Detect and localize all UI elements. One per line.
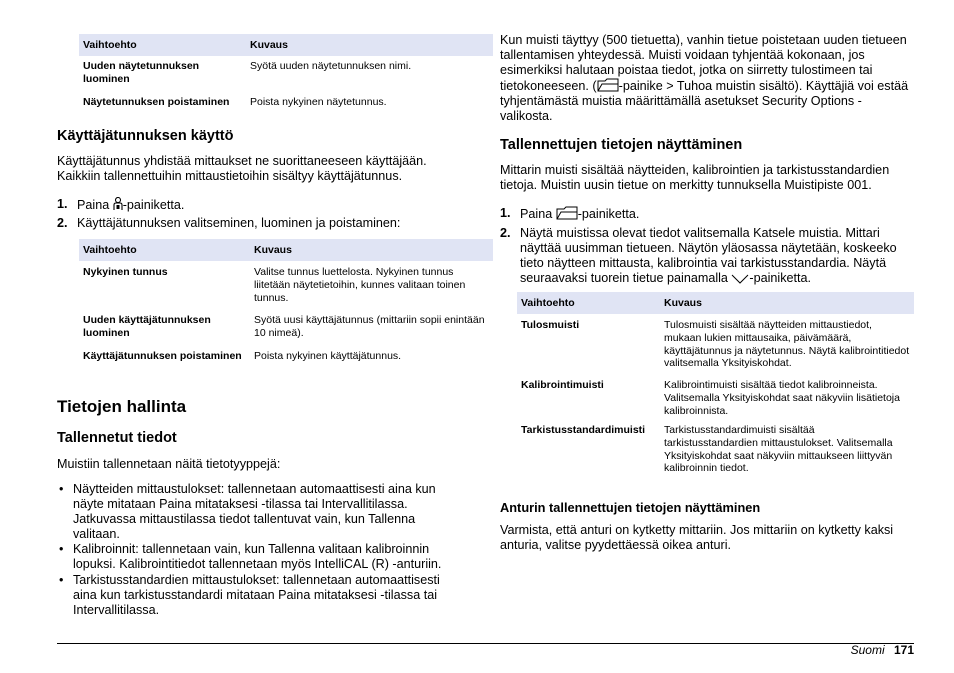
table-row: [517, 420, 914, 475]
paragraph-text-pre: tietokoneeseen. (: [500, 79, 597, 93]
table-row: [79, 90, 493, 109]
bullet-icon: •: [59, 573, 64, 587]
step-text-post: -painiketta.: [749, 271, 812, 285]
data-folder-icon: [556, 206, 578, 220]
memory-options-table: [517, 292, 914, 475]
user-id-intro: Käyttäjätunnus yhdistää mittaukset ne suorittaneeseen käyttäjään. Kaikkiin tallennettuihin mittaustietoihin sisältyy käyttäjätunnus.: [57, 154, 427, 183]
option-cell: Nykyinen tunnus: [83, 266, 168, 278]
table-header: Vaihtoehto: [79, 239, 250, 261]
list-item-text: Näytteiden mittaustulokset: tallennetaan automaattisesti aina kun näyte mitataan Paina mitataksesi -tilassa tai Intervallitilassa. Jatkuvassa mittaustilassa tiedot tallentuvat vain, kun Tallenna valitaan.: [73, 482, 436, 541]
section-heading-view-data: Tallennettujen tietojen näyttäminen: [500, 137, 743, 153]
table-header: Kuvaus: [246, 34, 493, 56]
table-header-row: [79, 239, 493, 261]
footer-divider: [57, 643, 914, 644]
bullet-icon: •: [59, 542, 64, 556]
page-number: 171: [893, 643, 914, 657]
sample-id-options-table: [79, 34, 493, 109]
option-cell: Uuden käyttäjätunnuksen luominen: [83, 314, 211, 339]
step-text: [520, 206, 639, 222]
option-cell: Kalibrointimuisti: [521, 379, 604, 391]
table-header: Vaihtoehto: [517, 292, 660, 314]
memory-full-paragraph: Kun muisti täyttyy (500 tietuetta), vanhin tietue poistetaan uuden tietueen tallentamisen yhteydessä. Muisti voidaan tyhjentää kokonaan, jos esimerkiksi halutaan poistaa tiedot, jotka on siirretty tulostimeen tai: [500, 33, 907, 77]
option-cell: Näytetunnuksen poistaminen: [83, 96, 230, 108]
step-text: Käyttäjätunnuksen valitseminen, luominen ja poistaminen:: [77, 216, 401, 230]
option-cell: Käyttäjätunnuksen poistaminen: [83, 350, 242, 362]
table-row: [517, 314, 914, 375]
table-row: [79, 310, 493, 346]
table-row: [517, 375, 914, 420]
section-heading-user-id: Käyttäjätunnuksen käyttö: [57, 128, 234, 144]
step-text-pre: Paina: [520, 207, 556, 221]
option-cell: Tarkistusstandardimuisti: [521, 424, 646, 436]
step-text-post: -painiketta.: [122, 198, 185, 212]
description-cell: Tulosmuisti sisältää näytteiden mittaustiedot, mukaan lukien mittausaika, päivämäärä, käyttäjätunnus ja näytetunnus. Näytä kalibrointitiedot valitsemalla Yksityiskohdat.: [664, 319, 910, 370]
description-cell: Syötä uuden näytetunnuksen nimi.: [250, 60, 412, 72]
user-id-options-table: [79, 239, 493, 363]
view-data-intro: Mittarin muisti sisältää näytteiden, kalibrointien ja tarkistusstandardien tietoja. Muistin uusin tietue on merkitty tunnuksella Muistipiste 001.: [500, 163, 890, 192]
paragraph-text-post: -painike > Tuhoa muistin sisältö). Käyttäjiä voi estää tyhjentämästä muistia määrittämällä asetukset Security Options -valikosta.: [500, 79, 909, 123]
description-cell: Poista nykyinen käyttäjätunnus.: [254, 350, 402, 362]
step-text-pre: Paina: [77, 198, 113, 212]
step-number: 2.: [500, 226, 511, 240]
step-text: [520, 226, 912, 286]
down-arrow-icon: [731, 274, 749, 284]
list-item-text: Kalibroinnit: tallennetaan vain, kun Tallenna valitaan kalibroinnin lopuksi. Kalibrointitiedot tallennetaan myös IntelliCAL (R) -anturiin.: [73, 542, 442, 571]
step-text: [77, 197, 184, 213]
bullet-icon: •: [59, 482, 64, 496]
section-heading-sensor-data: Anturin tallennettujen tietojen näyttäminen: [500, 500, 761, 515]
description-cell: Tarkistusstandardimuisti sisältää tarkistusstandardien mittaustulokset. Valitsemalla Yksityiskohdat saat näkyviin mittaukseen liittyvän kalibroinnin tiedot.: [664, 424, 893, 475]
table-row: [79, 56, 493, 90]
section-heading-stored-data: Tallennetut tiedot: [57, 430, 177, 446]
memory-clear-paragraph: [500, 78, 910, 124]
table-header-row: [79, 34, 493, 56]
page-section-title: Tietojen hallinta: [57, 397, 187, 416]
user-id-key-icon: [113, 197, 123, 211]
table-header: Kuvaus: [660, 292, 914, 314]
sensor-data-paragraph: Varmista, että anturi on kytketty mittariin. Jos mittariin on kytketty kaksi anturia, valitse pyydettäessä oikea anturi.: [500, 523, 894, 552]
step-number: 2.: [57, 216, 68, 230]
description-cell: Syötä uusi käyttäjätunnus (mittariin sopii enintään 10 nimeä).: [254, 314, 485, 339]
footer-language: Suomi: [850, 643, 885, 657]
description-cell: Kalibrointimuisti sisältää tiedot kalibroinneista. Valitsemalla Yksityiskohdat saat näkyviin lisätietoja kalibroinnista.: [664, 379, 900, 417]
table-row: [79, 261, 493, 310]
step-number: 1.: [57, 197, 68, 211]
option-cell: Tulosmuisti: [521, 319, 580, 331]
list-item-text: Tarkistusstandardien mittaustulokset: tallennetaan automaattisesti aina kun tarkistusstandardi mitataan Paina mitataksesi -tilassa tai Intervallitilassa.: [73, 573, 440, 617]
step-text-main: Näytä muistissa olevat tiedot valitsemalla Katsele muistia. Mittari näyttää uusimman tietueen. Näytön yläosassa näytetään, koskeeko tieto näytteen mittausta, kalibrointia vai tarkistusstandardia. Näytä seuraavaksi tuorein tietue painamalla: [520, 226, 897, 285]
stored-data-intro: Muistiin tallennetaan näitä tietotyyppejä:: [57, 457, 281, 471]
page-footer: [851, 643, 914, 657]
description-cell: Valitse tunnus luettelosta. Nykyinen tunnus liitetään näytetietoihin, kunnes valitaan toinen tunnus.: [254, 266, 466, 304]
option-cell: Uuden näytetunnuksen luominen: [83, 60, 200, 85]
step-number: 1.: [500, 206, 511, 220]
step-text-post: -painiketta.: [577, 207, 640, 221]
data-folder-icon: [597, 78, 619, 92]
description-cell: Poista nykyinen näytetunnus.: [250, 96, 387, 108]
table-header: Kuvaus: [250, 239, 493, 261]
table-header: Vaihtoehto: [79, 34, 246, 56]
table-row: [79, 346, 493, 363]
table-header-row: [517, 292, 914, 314]
